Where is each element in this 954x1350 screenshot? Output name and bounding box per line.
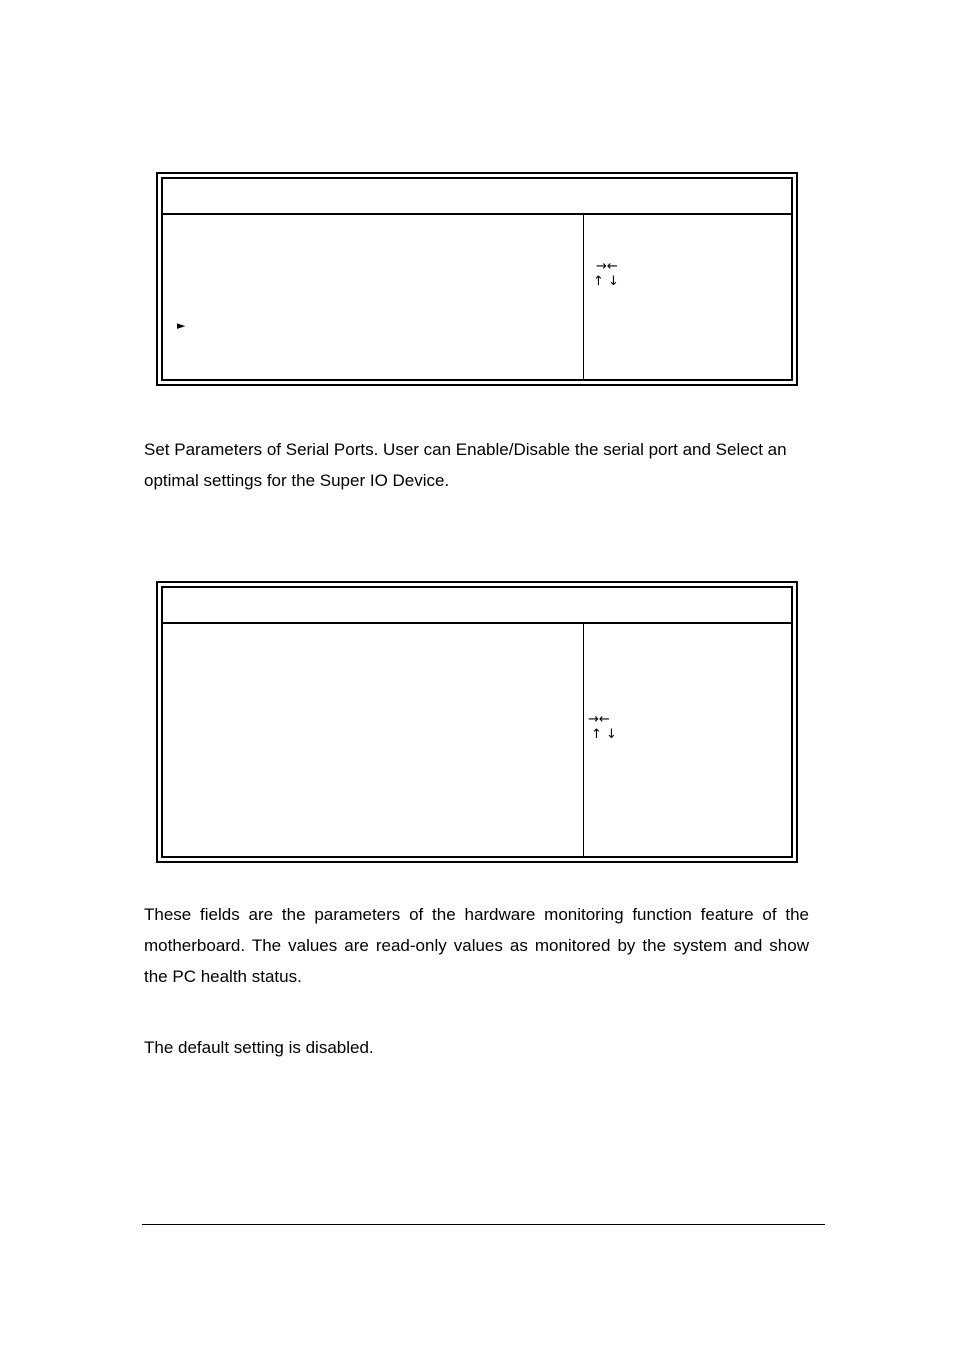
bios-title-bar [163,179,791,215]
nav-left-right-arrows: →← [588,712,610,727]
bios-help-divider [583,213,584,379]
nav-left-right-arrows: →← [596,259,618,274]
nav-up-down-arrows: ↑ ↓ [593,274,619,289]
bios-screen-frame [161,586,793,858]
bios-screen-hardware-monitor [156,581,798,863]
hardware-monitor-description: These fields are the parameters of the hardware monitoring function feature of the motherboard. The values are read-only values as monitored by the system and show the PC health status. [144,905,809,986]
bios-title-bar [163,588,791,624]
serial-ports-description: Set Parameters of Serial Ports. User can Enable/Disable the serial port and Select an optimal settings for the Super IO Device. [144,440,787,490]
bios-help-divider [583,622,584,856]
footer-rule [142,1224,825,1225]
bios-screen-serial-ports [156,172,798,386]
nav-arrows-icon [588,712,617,742]
default-setting-note: The default setting is disabled. [144,1038,374,1057]
nav-up-down-arrows: ↑ ↓ [591,727,617,742]
nav-arrows-icon [593,259,619,289]
submenu-pointer-icon: ► [177,319,186,332]
bios-screen-frame [161,177,793,381]
